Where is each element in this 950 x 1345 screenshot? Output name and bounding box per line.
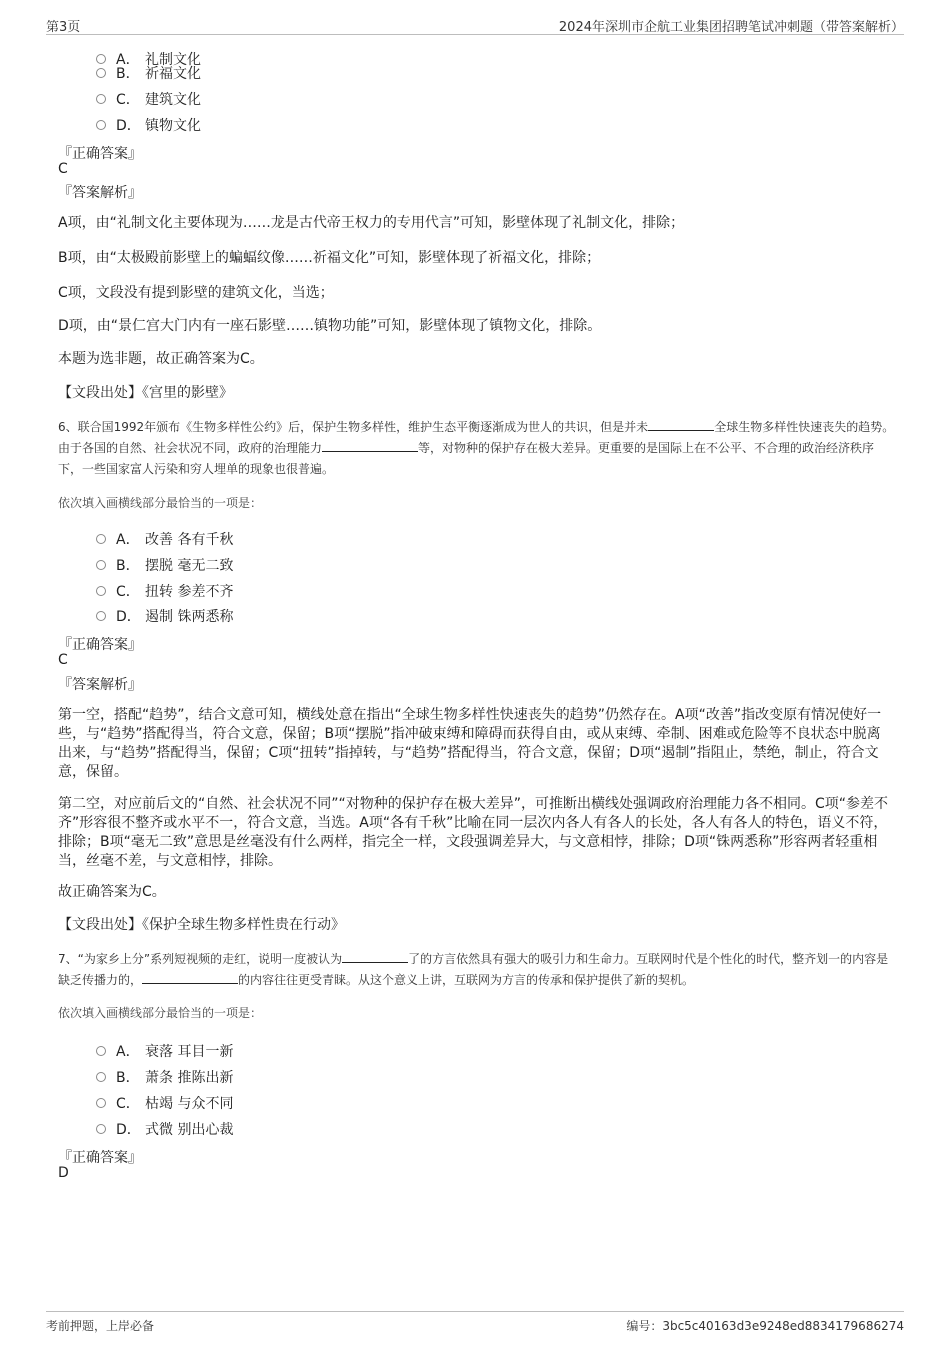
q5-answer: C xyxy=(58,161,68,177)
radio-icon[interactable] xyxy=(96,1072,106,1082)
q6-answer-label: 『正确答案』 xyxy=(58,637,142,653)
radio-icon[interactable] xyxy=(96,611,106,621)
document-title: 2024年深圳市企航工业集团招聘笔试冲刺题（带答案解析） xyxy=(558,20,904,35)
q5-analysis-label: 『答案解析』 xyxy=(58,185,142,201)
blank-line xyxy=(342,949,408,963)
blank-line xyxy=(142,970,238,984)
q6-analysis-label: 『答案解析』 xyxy=(58,677,142,693)
q5-conclusion: 本题为选非题，故正确答案为C。 xyxy=(58,351,264,367)
q5-analysis-b: B项，由“太极殿前影壁上的蝙蝠纹像……祈福文化”可知，影壁体现了祈福文化，排除； xyxy=(58,250,601,266)
page-footer xyxy=(46,1311,904,1334)
q6-source: 【文段出处】《保护全球生物多样性贵在行动》 xyxy=(58,917,345,933)
q7-prompt: 依次填入画横线部分最恰当的一项是： xyxy=(58,1006,263,1020)
radio-icon[interactable] xyxy=(96,1098,106,1108)
q6-analysis-first-blank: 第一空，搭配“趋势”，结合文意可知，横线处意在指出“全球生物多样性快速丧失的趋势”仍然存在。A项“改善”指改变原有情况使好一些，与“趋势”搭配得当，符合文意，保留；B项“摆脱”指冲破束缚和障碍而获得自由，或从束缚、牵制、困难或危险等不良状态中脱离出来，与“趋势”搭配得当，保留；C项“扭转”指掉转，与“趋势”搭配得当，符合文意，保留；D项“遏制”指阻止，禁绝，制止，符合文意，保留。 xyxy=(58,707,882,780)
radio-icon[interactable] xyxy=(96,1124,106,1134)
q7-answer-label: 『正确答案』 xyxy=(58,1150,142,1166)
radio-icon[interactable] xyxy=(96,560,106,570)
q5-answer-label: 『正确答案』 xyxy=(58,146,142,162)
q6-analysis-second-blank: 第二空，对应前后文的“自然、社会状况不同”“对物种的保护存在极大差异”，可推断出横线处强调政府治理能力各不相同。C项“参差不齐”形容很不整齐或水平不一，符合文意，当选。A项“各有千秋”比喻在同一层次内各人有各人的长处，各人有各人的特色，语义不符，排除；B项“毫无二致”意思是丝毫没有什么两样，指完全一样，文段强调差异大，与文意相悖，排除；D项“铢两悉称”形容两者轻重相当，丝毫不差，与文意相悖，排除。 xyxy=(58,796,889,869)
q5-analysis-a: A项，由“礼制文化主要体现为……龙是古代帝王权力的专用代言”可知，影壁体现了礼制文化，排除； xyxy=(58,215,685,231)
page-number: 第3页 xyxy=(46,20,81,35)
q6-stem: 6、联合国1992年颁布《生物多样性公约》后，保护生物多样性，维护生态平衡逐渐成为世人的共识，但是并未 全球生物多样性快速丧失的趋势。由于各国的自然、社会状况不同，政府的治理能力 等，对物种的保护存在极大差异。更重要的是国际上在不公平、不合理的政治经济秩序下，一些国家富人污染和穷人埋单的现象也很普遍。 xyxy=(58,417,898,480)
footer-slogan: 考前押题，上岸必备 xyxy=(46,1319,155,1333)
page-header xyxy=(46,14,904,35)
radio-icon[interactable] xyxy=(96,534,106,544)
q6-prompt: 依次填入画横线部分最恰当的一项是： xyxy=(58,496,263,510)
q6-conclusion: 故正确答案为C。 xyxy=(58,884,166,900)
q7-stem: 7、“为家乡上分”系列短视频的走红，说明一度被认为 了的方言依然具有强大的吸引力和生命力。互联网时代是个性化的时代，整齐划一的内容是缺乏传播力的， 的内容往往更受青睐。从这个意义上讲，互联网为方言的传承和保护提供了新的契机。 xyxy=(58,949,898,991)
radio-icon[interactable] xyxy=(96,120,106,130)
blank-line xyxy=(648,417,714,431)
radio-icon[interactable] xyxy=(96,1046,106,1056)
radio-icon[interactable] xyxy=(96,94,106,104)
radio-icon[interactable] xyxy=(96,54,106,64)
radio-icon[interactable] xyxy=(96,586,106,596)
q5-analysis-d: D项，由“景仁宫大门内有一座石影壁……镇物功能”可知，影壁体现了镇物文化，排除。 xyxy=(58,318,602,334)
blank-line xyxy=(322,438,418,452)
q6-answer: C xyxy=(58,652,68,668)
q5-analysis-c: C项，文段没有提到影壁的建筑文化，当选； xyxy=(58,285,334,301)
radio-icon[interactable] xyxy=(96,68,106,78)
document-id: 编号：3bc5c40163d3e9248ed8834179686274 xyxy=(626,1319,904,1333)
q5-source: 【文段出处】《宫里的影壁》 xyxy=(58,385,233,401)
q7-answer: D xyxy=(58,1165,69,1181)
